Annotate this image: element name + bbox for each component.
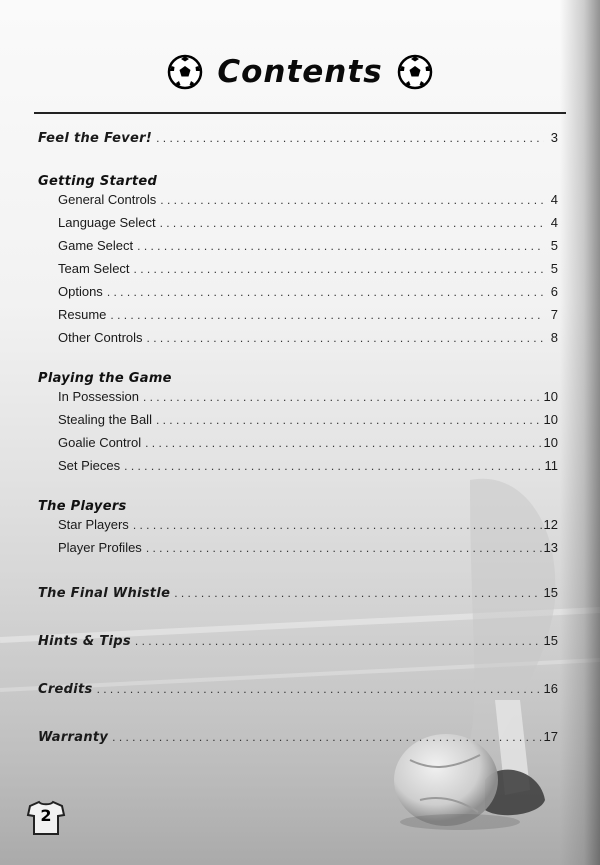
toc-entry-set-pieces[interactable] (38, 458, 558, 481)
spacer (38, 611, 558, 633)
toc-page: 3 (550, 130, 558, 145)
dot-leader (174, 587, 541, 599)
toc-entry-in-possession[interactable] (38, 389, 558, 412)
dot-leader (110, 309, 544, 321)
toc-page: 11 (544, 458, 558, 473)
page-number: 2 (40, 806, 52, 825)
toc-page: 4 (550, 192, 558, 207)
toc-page: 4 (550, 215, 558, 230)
toc-entry-hints-tips[interactable] (38, 633, 558, 659)
table-of-contents (38, 130, 558, 755)
toc-entry-options[interactable] (38, 284, 558, 307)
page-title: Contents (217, 54, 383, 90)
dot-leader (133, 519, 542, 531)
toc-entry-game-select[interactable] (38, 238, 558, 261)
toc-page: 12 (543, 517, 558, 532)
dot-leader (97, 683, 542, 695)
dot-leader (135, 635, 542, 647)
toc-label: Credits (38, 682, 93, 697)
toc-entry-stealing-the-ball[interactable] (38, 412, 558, 435)
dot-leader (137, 240, 544, 252)
toc-label: Game Select (58, 238, 134, 253)
toc-entry-resume[interactable] (38, 307, 558, 330)
dot-leader (143, 391, 542, 403)
toc-entry-language-select[interactable] (38, 215, 558, 238)
toc-label: Player Profiles (58, 540, 142, 555)
toc-page: 15 (543, 585, 558, 600)
dot-leader (146, 542, 542, 554)
toc-page: 10 (543, 435, 558, 450)
spacer (38, 563, 558, 585)
toc-page: 5 (550, 261, 558, 276)
dot-leader (112, 731, 541, 743)
toc-label: In Possession (58, 389, 139, 404)
toc-label: Team Select (58, 261, 130, 276)
toc-label: Warranty (38, 730, 109, 745)
toc-label: The Final Whistle (38, 586, 171, 601)
dot-leader (160, 217, 544, 229)
toc-entry-team-select[interactable] (38, 261, 558, 284)
soccer-ball-icon (167, 54, 203, 90)
section-heading-getting-started: Getting Started (38, 173, 158, 189)
spacer (38, 707, 558, 729)
toc-entry-credits[interactable] (38, 681, 558, 707)
toc-page: 10 (543, 389, 558, 404)
toc-label: Set Pieces (58, 458, 121, 473)
section-heading-playing-the-game: Playing the Game (38, 370, 172, 386)
toc-entry-general-controls[interactable] (38, 192, 558, 215)
toc-page: 5 (550, 238, 558, 253)
toc-label: Hints & Tips (38, 634, 131, 649)
toc-page: 8 (550, 330, 558, 345)
contents-header (0, 50, 600, 94)
spacer (38, 659, 558, 681)
toc-label: Resume (58, 307, 107, 322)
header-rule (34, 112, 566, 114)
toc-page: 13 (543, 540, 558, 555)
toc-page: 16 (543, 681, 558, 696)
toc-page: 6 (550, 284, 558, 299)
section-heading-the-players: The Players (38, 498, 127, 514)
toc-entry-feel-the-fever[interactable] (38, 130, 558, 156)
toc-page: 15 (543, 633, 558, 648)
toc-label: Goalie Control (58, 435, 142, 450)
dot-leader (124, 460, 542, 472)
dot-leader (160, 194, 544, 206)
toc-page: 17 (543, 729, 558, 744)
toc-label: Feel the Fever! (38, 131, 153, 146)
toc-page: 7 (550, 307, 558, 322)
toc-label: Stealing the Ball (58, 412, 152, 427)
toc-entry-other-controls[interactable] (38, 330, 558, 353)
toc-label: General Controls (58, 192, 157, 207)
toc-label: Other Controls (58, 330, 143, 345)
dot-leader (107, 286, 544, 298)
soccer-ball-icon (397, 54, 433, 90)
toc-page: 10 (543, 412, 558, 427)
toc-label: Options (58, 284, 103, 299)
dot-leader (156, 132, 544, 144)
toc-label: Language Select (58, 215, 156, 230)
toc-entry-star-players[interactable] (38, 517, 558, 540)
dot-leader (156, 414, 542, 426)
dot-leader (145, 437, 541, 449)
dot-leader (134, 263, 544, 275)
dot-leader (147, 332, 544, 344)
toc-entry-player-profiles[interactable] (38, 540, 558, 563)
page-spine-shadow (560, 0, 600, 865)
toc-label: Star Players (58, 517, 129, 532)
toc-entry-warranty[interactable] (38, 729, 558, 755)
toc-entry-final-whistle[interactable] (38, 585, 558, 611)
toc-entry-goalie-control[interactable] (38, 435, 558, 458)
